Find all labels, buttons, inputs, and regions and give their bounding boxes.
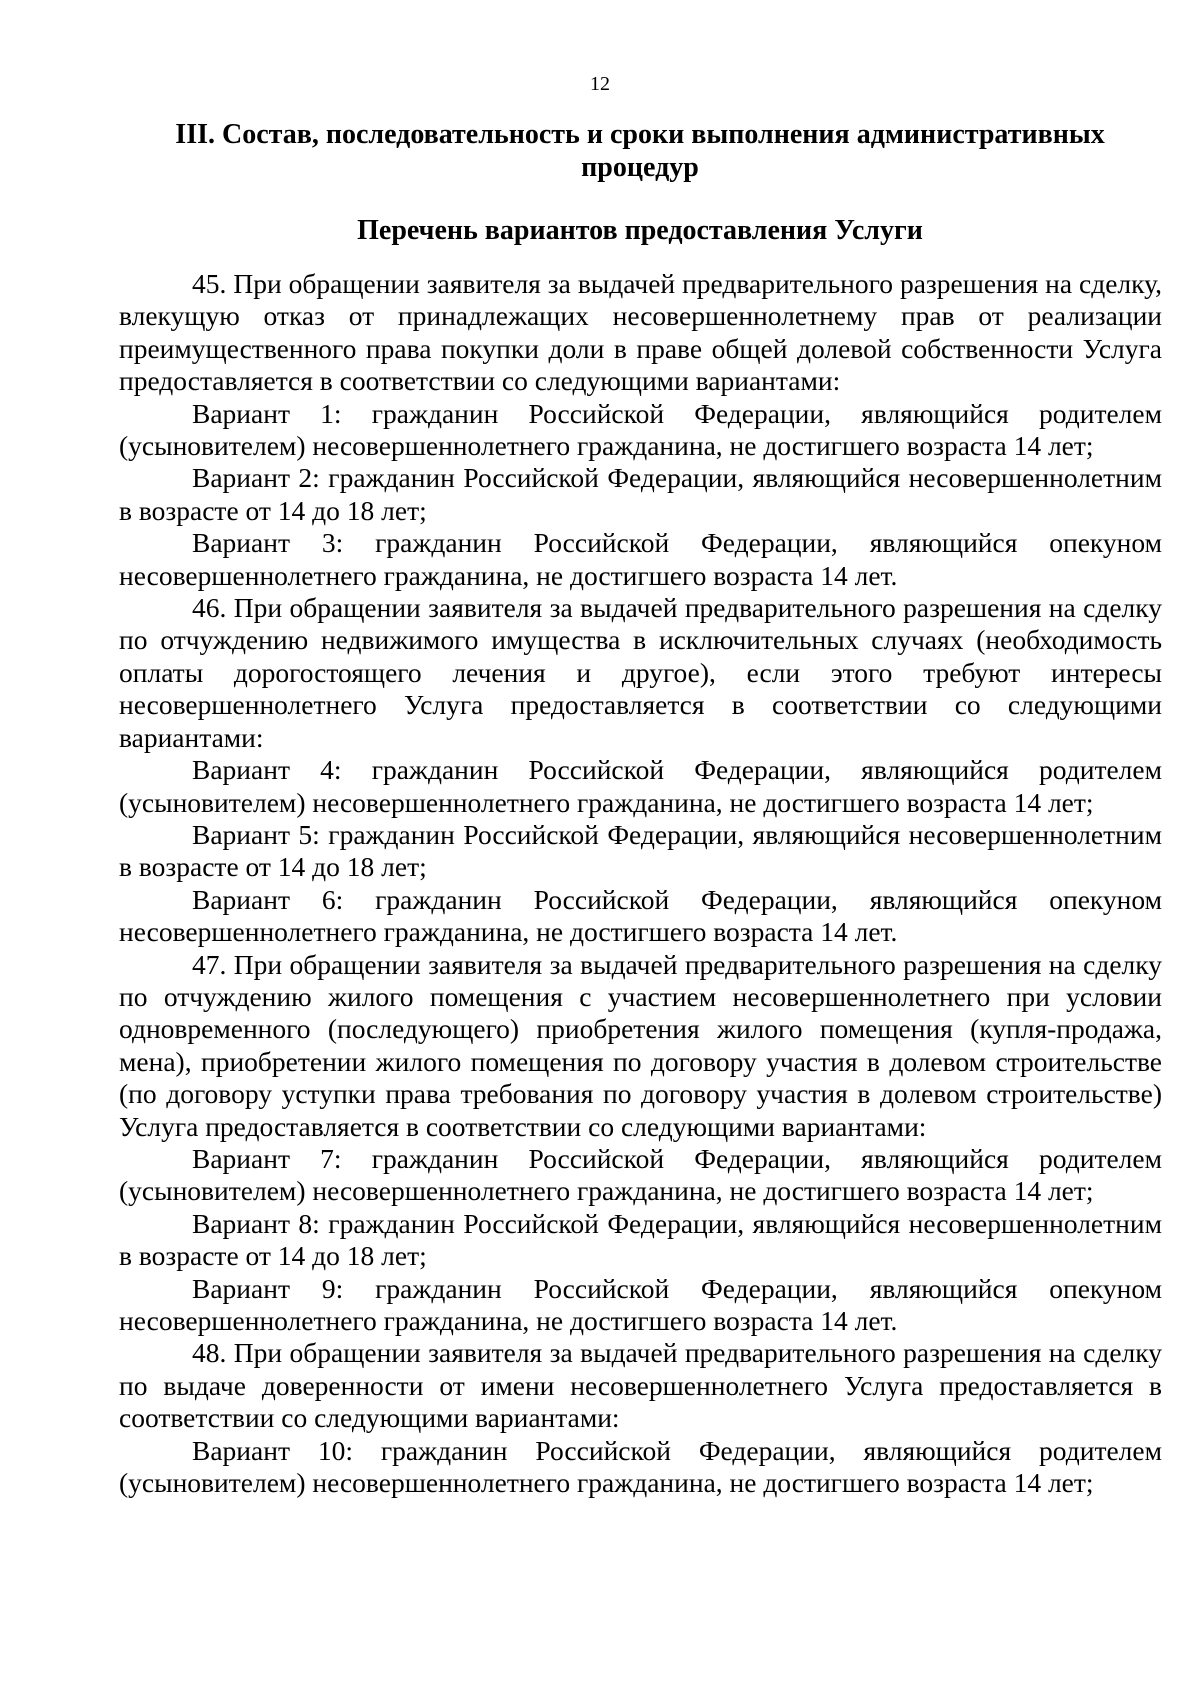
variant-5: Вариант 5: гражданин Российской Федерации, являющийся несовершеннолетним в возрасте от 14 до 18 лет; bbox=[119, 818, 1162, 883]
document-body bbox=[119, 268, 1162, 1499]
variant-9: Вариант 9: гражданин Российской Федерации, являющийся опекуном несовершеннолетнего гражданина, не достигшего возраста 14 лет. bbox=[119, 1272, 1162, 1336]
page-number: 12 bbox=[590, 73, 610, 95]
variant-4: Вариант 4: гражданин Российской Федерации, являющийся родителем (усыновителем) несовершеннолетнего гражданина, не достигшего возраста 14 лет; bbox=[119, 754, 1162, 818]
paragraph-47: 47. При обращении заявителя за выдачей предварительного разрешения на сделку по отчуждению жилого помещения с участием несовершеннолетнего при условии одновременного (последующего) приобретения жилого помещения (купля-продажа, мена), приобретении жилого помещения по договору участия в долевом строительстве (по договору уступки права требования по договору участия в долевом строительстве) Услуга предоставляется в соответствии со следующими вариантами: bbox=[119, 948, 1162, 1142]
section-title: III. Состав, последовательность и сроки выполнения административных процедур bbox=[175, 119, 1105, 183]
variant-3: Вариант 3: гражданин Российской Федерации, являющийся опекуном несовершеннолетнего гражданина, не достигшего возраста 14 лет. bbox=[119, 527, 1162, 591]
variant-7: Вариант 7: гражданин Российской Федерации, являющийся родителем (усыновителем) несовершеннолетнего гражданина, не достигшего возраста 14 лет; bbox=[119, 1142, 1162, 1207]
variant-6: Вариант 6: гражданин Российской Федерации, являющийся опекуном несовершеннолетнего гражданина, не достигшего возраста 14 лет. bbox=[119, 883, 1162, 948]
variant-8: Вариант 8: гражданин Российской Федерации, являющийся несовершеннолетним в возрасте от 14 до 18 лет; bbox=[119, 1207, 1162, 1272]
variant-2: Вариант 2: гражданин Российской Федерации, являющийся несовершеннолетним в возрасте от 14 до 18 лет; bbox=[119, 462, 1162, 526]
paragraph-46: 46. При обращении заявителя за выдачей предварительного разрешения на сделку по отчуждению недвижимого имущества в исключительных случаях (необходимость оплаты дорогостоящего лечения и другое), если этого требуют интересы несовершеннолетнего Услуга предоставляется в соответствии со следующими вариантами: bbox=[119, 592, 1162, 753]
paragraph-45: 45. При обращении заявителя за выдачей предварительного разрешения на сделку, влекущую отказ от принадлежащих несовершеннолетнему прав от реализации преимущественного права покупки доли в праве общей долевой собственности Услуга предоставляется в соответствии со следующими вариантами: bbox=[119, 268, 1162, 397]
variant-1: Вариант 1: гражданин Российской Федерации, являющийся родителем (усыновителем) несовершеннолетнего гражданина, не достигшего возраста 14 лет; bbox=[119, 397, 1162, 462]
variant-10: Вариант 10: гражданин Российской Федерации, являющийся родителем (усыновителем) несовершеннолетнего гражданина, не достигшего возраста 14 лет; bbox=[119, 1434, 1162, 1499]
subsection-title: Перечень вариантов предоставления Услуги bbox=[357, 215, 923, 246]
paragraph-48: 48. При обращении заявителя за выдачей предварительного разрешения на сделку по выдаче доверенности от имени несовершеннолетнего Услуга предоставляется в соответствии со следующими вариантами: bbox=[119, 1337, 1162, 1434]
